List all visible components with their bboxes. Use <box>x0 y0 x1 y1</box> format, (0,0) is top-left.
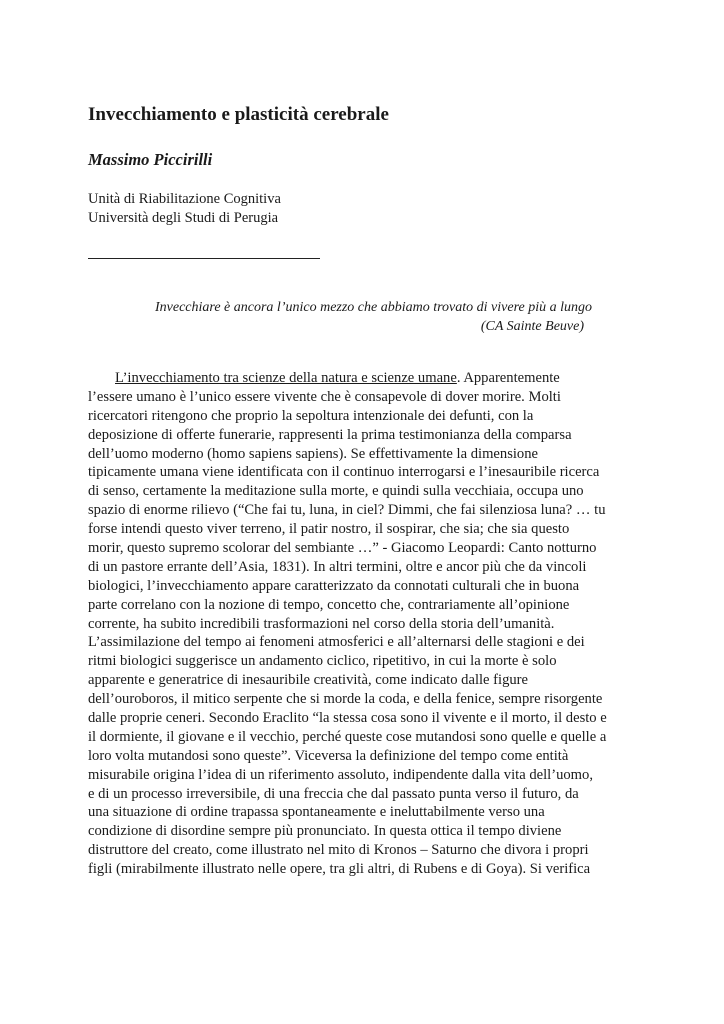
text-line: deposizione di offerte funerarie, rappresenti la prima testimonianza della comparsa <box>88 426 572 443</box>
divider-rule <box>88 258 320 259</box>
text-line: apparente e generatrice di inesauribile creatività, come indicato dalle figure <box>88 672 529 689</box>
text-line: il dormiente, il giovane e il vecchio, perché queste cose mutandosi sono quelle e quelle a <box>88 728 607 745</box>
text-line: di un pastore errante dell’Asia, 1831). In altri termini, oltre e ancor più che da vincoli <box>88 558 587 575</box>
text-line: morir, questo supremo scolorar del sembiante …” - Giacomo Leopardi: Canto notturno <box>88 540 597 557</box>
epigraph-source: (CA Sainte Beuve) <box>480 319 584 334</box>
text-line: figli (mirabilmente illustrato nelle opere, tra gli altri, di Rubens e di Goya). Si verifica <box>88 861 591 878</box>
first-paragraph-line <box>88 369 658 388</box>
author-name: Massimo Piccirilli <box>88 150 213 169</box>
text-line: una situazione di ordine trapassa spontaneamente e ineluttabilmente verso una <box>88 804 545 821</box>
text-line: di senso, certamente la meditazione sulla morte, e quindi sulla vecchiaia, occupa uno <box>88 483 584 500</box>
affiliation-line: Università degli Studi di Perugia <box>88 210 279 226</box>
text-line: ritmi biologici suggerisce un andamento ciclico, ripetitivo, in cui la morte è solo <box>88 653 557 670</box>
body-text <box>88 369 658 879</box>
text-line: corrente, ha subito incredibili trasformazioni nel corso della storia dell’umanità. <box>88 615 555 632</box>
text-line: loro volta mutandosi sono queste”. Viceversa la definizione del tempo come entità <box>88 747 569 764</box>
text-line: condizione di disordine sempre più pronunciato. In questa ottica il tempo diviene <box>88 823 562 840</box>
text-line: parte correlano con la nozione di tempo, concetto che, contrariamente all’opinione <box>88 596 570 613</box>
text-line: spazio di enorme rilievo (“Che fai tu, luna, in ciel? Dimmi, che fai silenziosa luna? … tu <box>88 502 606 519</box>
text-line: dell’uomo moderno (homo sapiens sapiens). Se effettivamente la dimensione <box>88 445 538 462</box>
text-line: forse intendi questo viver terreno, il patir nostro, il sospirar, che sia; che sia questo <box>88 521 570 538</box>
text-line: tipicamente umana viene identificata con il continuo interrogarsi e l’inesauribile ricerca <box>88 464 600 481</box>
text-line: l’essere umano è l’unico essere vivente che è consapevole di dover morire. Molti <box>88 388 561 405</box>
text-line: e di un processo irreversibile, di una freccia che dal passato punta verso il futuro, da <box>88 785 579 802</box>
text-line: L’assimilazione del tempo ai fenomeni atmosferici e all’alternarsi delle stagioni e dei <box>88 634 585 651</box>
text-line: dell’ouroboros, il mitico serpente che si morde la coda, e della fenice, sempre risorgente <box>88 691 603 708</box>
section-heading: L’invecchiamento tra scienze della natura e scienze umane <box>115 370 457 386</box>
epigraph-quote: Invecchiare è ancora l’unico mezzo che abbiamo trovato di vivere più a lungo <box>155 300 592 315</box>
first-line-rest: . Apparentemente <box>456 370 560 386</box>
affiliation <box>88 190 281 228</box>
epigraph <box>155 298 615 336</box>
affiliation-line: Unità di Riabilitazione Cognitiva <box>88 191 281 207</box>
text-line: ricercatori ritengono che proprio la sepoltura intenzionale dei defunti, con la <box>88 407 534 424</box>
text-line: misurabile origina l’idea di un riferimento assoluto, indipendente dalla vita dell’uomo, <box>88 766 593 783</box>
paragraph-lines <box>88 388 658 879</box>
text-line: distruttore del creato, come illustrato nel mito di Kronos – Saturno che divora i propri <box>88 842 589 859</box>
text-line: biologici, l’invecchiamento appare caratterizzato da connotati culturali che in buona <box>88 577 580 594</box>
text-line: dalle proprie ceneri. Secondo Eraclito “la stessa cosa sono il vivente e il morto, il desto e <box>88 710 607 727</box>
document-title: Invecchiamento e plasticità cerebrale <box>88 104 389 125</box>
